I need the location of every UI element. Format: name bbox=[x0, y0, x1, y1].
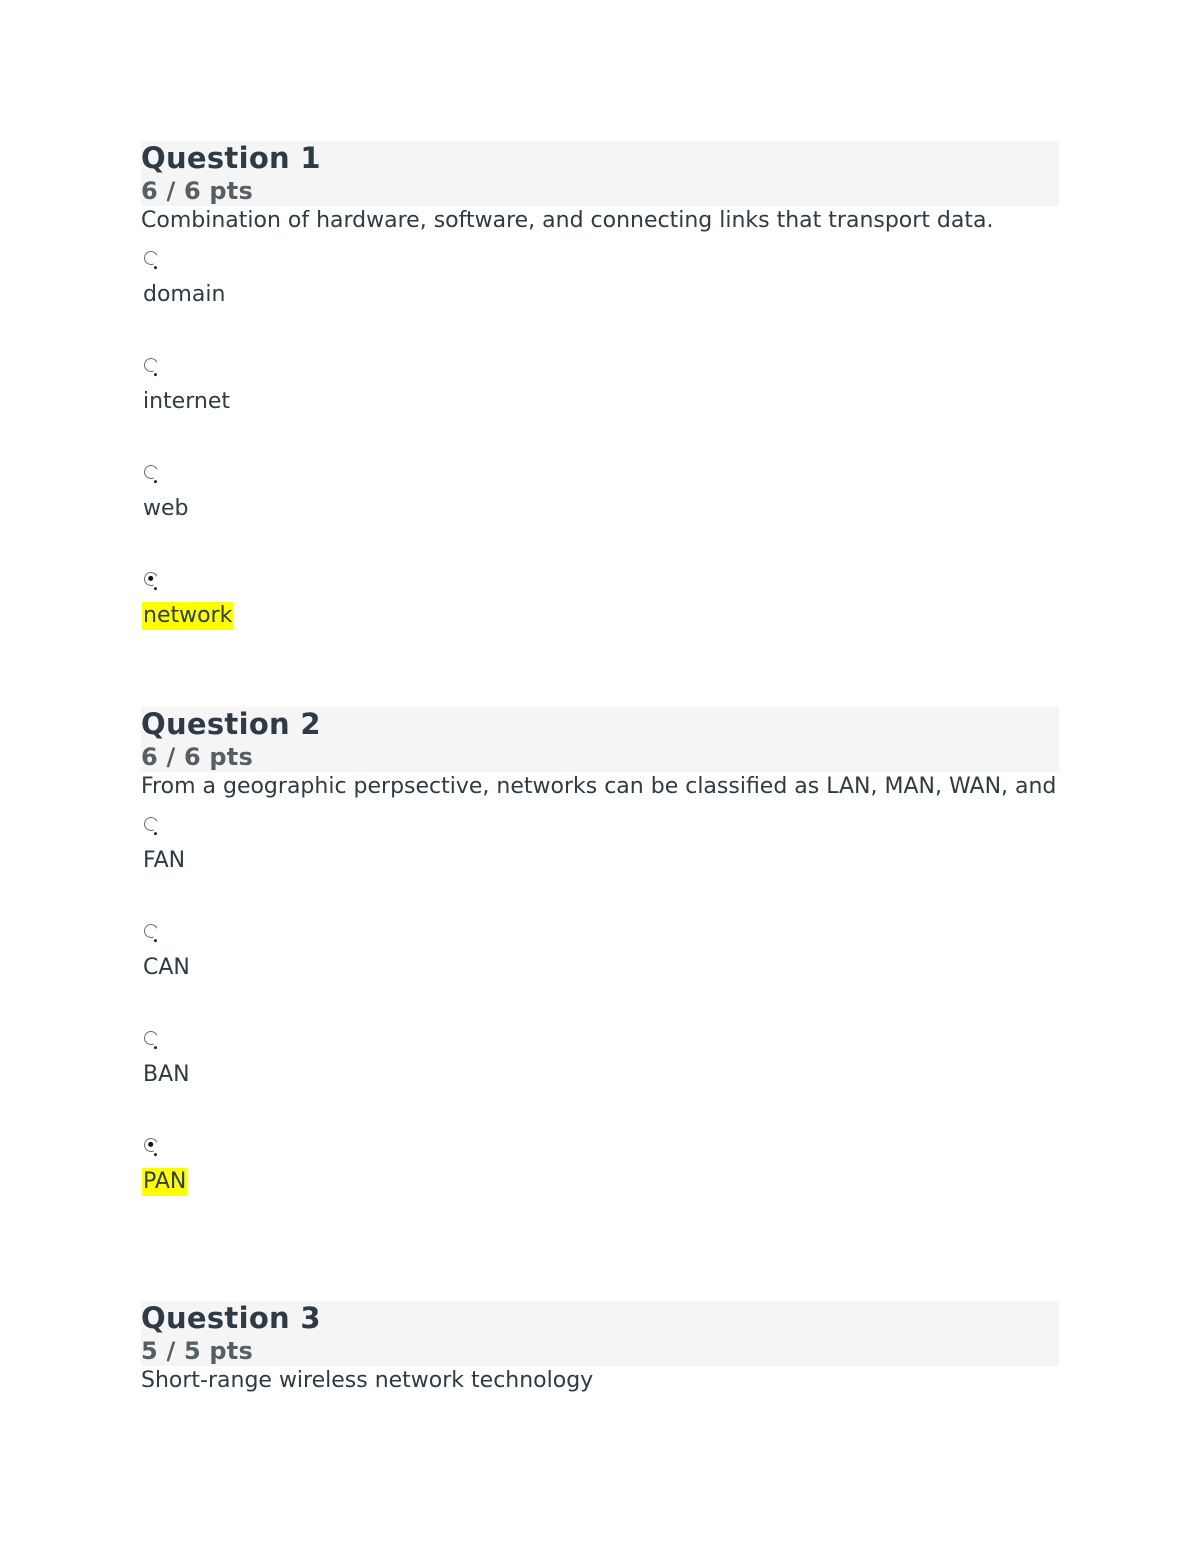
answer-option-selected[interactable] bbox=[141, 1134, 1059, 1241]
answer-option[interactable] bbox=[141, 813, 1059, 920]
answer-label-highlighted: network bbox=[143, 603, 233, 628]
answer-option-selected[interactable] bbox=[141, 568, 1059, 675]
answer-label: web bbox=[143, 496, 189, 521]
radio-unselected-icon[interactable] bbox=[142, 1029, 160, 1047]
answer-label-highlighted: PAN bbox=[143, 1169, 187, 1194]
answer-option[interactable] bbox=[141, 1027, 1059, 1134]
answer-label: domain bbox=[143, 282, 226, 307]
question-title: Question 3 bbox=[141, 1301, 321, 1335]
question-text: Short-range wireless network technology bbox=[141, 1368, 594, 1393]
question-title: Question 1 bbox=[141, 141, 321, 175]
question-3 bbox=[141, 1301, 1059, 1395]
answer-option[interactable] bbox=[141, 247, 1059, 354]
radio-unselected-icon[interactable] bbox=[142, 249, 160, 267]
answer-list bbox=[141, 247, 1059, 675]
answer-label: BAN bbox=[143, 1062, 190, 1087]
question-2 bbox=[141, 707, 1059, 1241]
question-text: From a geographic perpsective, networks can be classified as LAN, MAN, WAN, and bbox=[141, 774, 1057, 799]
question-points: 6 / 6 pts bbox=[141, 743, 253, 771]
question-header bbox=[141, 1301, 1059, 1366]
question-header bbox=[141, 141, 1059, 206]
radio-unselected-icon[interactable] bbox=[142, 922, 160, 940]
answer-label: CAN bbox=[143, 955, 190, 980]
answer-label: internet bbox=[143, 389, 230, 414]
question-title: Question 2 bbox=[141, 707, 321, 741]
answer-option[interactable] bbox=[141, 920, 1059, 1027]
question-points: 5 / 5 pts bbox=[141, 1337, 253, 1365]
answer-list bbox=[141, 813, 1059, 1241]
question-text: Combination of hardware, software, and connecting links that transport data. bbox=[141, 208, 994, 233]
answer-option[interactable] bbox=[141, 354, 1059, 461]
question-1 bbox=[141, 141, 1059, 675]
answer-option[interactable] bbox=[141, 461, 1059, 568]
answer-label: FAN bbox=[143, 848, 186, 873]
radio-unselected-icon[interactable] bbox=[142, 356, 160, 374]
radio-selected-icon[interactable] bbox=[142, 570, 160, 588]
question-header bbox=[141, 707, 1059, 772]
radio-selected-icon[interactable] bbox=[142, 1136, 160, 1154]
radio-unselected-icon[interactable] bbox=[142, 815, 160, 833]
question-points: 6 / 6 pts bbox=[141, 177, 253, 205]
radio-unselected-icon[interactable] bbox=[142, 463, 160, 481]
